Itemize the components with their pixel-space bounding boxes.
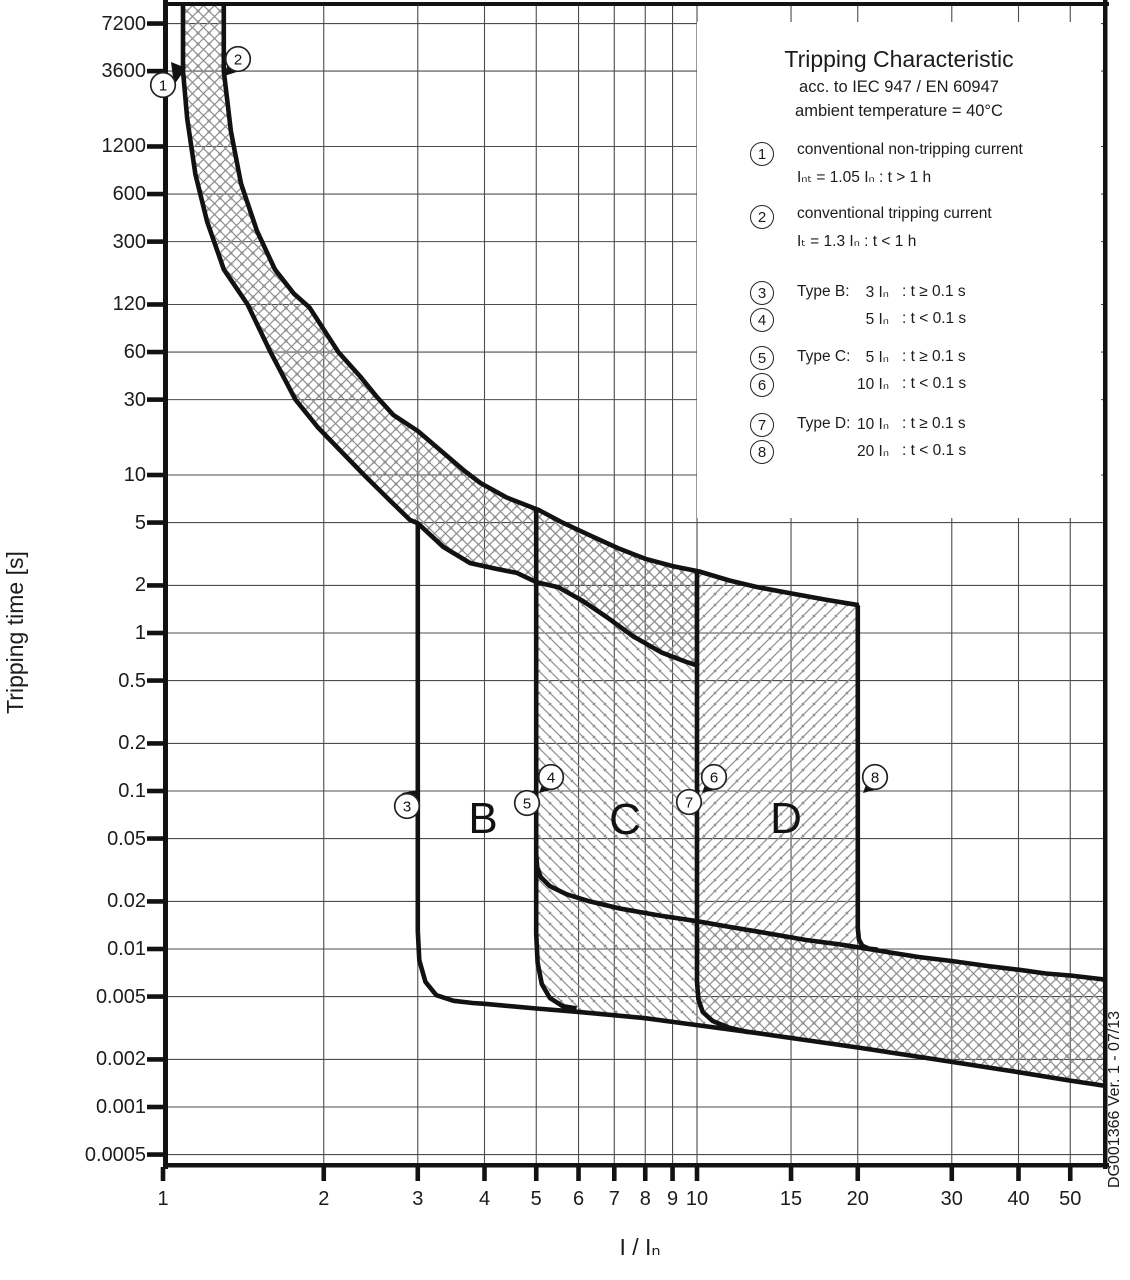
x-tick-mark — [612, 1167, 617, 1181]
x-tick-mark — [534, 1167, 539, 1181]
y-tick-mark — [147, 789, 163, 794]
x-tick-label: 8 — [639, 1188, 651, 1210]
y-tick-mark — [147, 1057, 163, 1062]
legend-type-value: 20 Iₙ — [856, 443, 889, 460]
marker-number-4: 4 — [546, 769, 556, 787]
y-tick-mark — [147, 192, 163, 197]
x-tick-label: 3 — [412, 1188, 424, 1210]
region-label-D: D — [770, 794, 802, 843]
x-tick-mark — [949, 1167, 954, 1181]
marker-number-1: 1 — [158, 77, 168, 95]
y-tick-mark — [147, 994, 163, 999]
y-tick-mark — [147, 947, 163, 952]
x-tick-label: 40 — [1007, 1188, 1030, 1210]
y-tick-mark — [147, 350, 163, 355]
legend-type-value: 5 Iₙ — [865, 349, 889, 366]
y-tick-label: 0.02 — [107, 890, 146, 913]
y-tick-label: 300 — [112, 230, 146, 253]
legend-item-2-desc: conventional tripping current — [797, 205, 992, 222]
region-label-C: C — [609, 795, 641, 844]
marker-number-5: 5 — [522, 795, 532, 813]
x-tick-mark — [670, 1167, 675, 1181]
y-tick-mark — [147, 631, 163, 636]
x-tick-label: 6 — [572, 1188, 585, 1210]
y-tick-label: 7200 — [101, 12, 146, 35]
region-label-B: B — [468, 794, 498, 843]
y-tick-mark — [147, 1152, 163, 1157]
legend-type-value: 10 Iₙ — [856, 376, 889, 393]
y-tick-label: 0.005 — [95, 985, 146, 1008]
legend-type-condition: : t ≥ 0.1 s — [902, 348, 966, 365]
x-axis-title: I / Iₙ — [619, 1234, 661, 1260]
y-tick-label: 120 — [112, 293, 146, 316]
legend-type-condition: : t < 0.1 s — [902, 310, 967, 327]
document-version-note: DG001366 Ver. 1 - 07/13 — [1106, 1010, 1123, 1188]
y-tick-label: 30 — [123, 388, 146, 411]
y-tick-label: 1200 — [101, 135, 146, 158]
legend-type-condition: : t ≥ 0.1 s — [902, 283, 966, 300]
x-tick-label: 7 — [608, 1188, 620, 1210]
x-tick-label: 50 — [1059, 1188, 1082, 1210]
y-tick-mark — [147, 21, 163, 26]
legend-title: Tripping Characteristic — [784, 46, 1014, 72]
legend-type-value: 3 Iₙ — [865, 284, 889, 301]
x-tick-label: 20 — [846, 1188, 869, 1210]
y-tick-mark — [147, 473, 163, 478]
legend-box — [697, 22, 1101, 518]
y-tick-label: 2 — [134, 574, 146, 597]
marker-number-3: 3 — [402, 798, 412, 816]
legend-subtitle-temperature: ambient temperature = 40°C — [795, 102, 1003, 120]
y-tick-mark — [147, 520, 163, 525]
x-tick-label: 10 — [685, 1188, 709, 1210]
x-tick-mark — [482, 1167, 487, 1181]
legend-type-value: 5 Iₙ — [865, 311, 889, 328]
y-tick-label: 60 — [123, 341, 146, 364]
legend-marker-circle-2: 2 — [750, 205, 774, 229]
y-tick-mark — [147, 302, 163, 307]
x-tick-label: 4 — [478, 1188, 491, 1210]
legend-marker-circle-3: 3 — [750, 281, 774, 305]
legend-marker-circle-6: 6 — [750, 373, 774, 397]
y-axis-title: Tripping time [s] — [2, 551, 28, 714]
x-tick-mark — [643, 1167, 648, 1181]
x-tick-label: 30 — [940, 1188, 963, 1210]
x-tick-label: 5 — [530, 1188, 542, 1210]
x-tick-mark — [576, 1167, 581, 1181]
legend-item-1-formula: Iₙₜ = 1.05 Iₙ : t > 1 h — [797, 169, 932, 186]
y-tick-mark — [147, 678, 163, 683]
marker-number-2: 2 — [233, 51, 243, 69]
y-tick-label: 0.001 — [95, 1096, 146, 1118]
y-tick-mark — [147, 836, 163, 841]
marker-number-6: 6 — [709, 769, 719, 787]
y-tick-label: 0.2 — [118, 732, 146, 755]
x-tick-label: 9 — [667, 1188, 679, 1210]
marker-number-7: 7 — [684, 794, 694, 812]
y-tick-label: 600 — [112, 183, 146, 206]
legend-type-label: Type B: — [797, 283, 850, 300]
legend-marker-circle-4: 4 — [750, 308, 774, 332]
x-tick-label: 15 — [779, 1188, 803, 1210]
legend-type-value: 10 Iₙ — [856, 416, 889, 433]
y-tick-mark — [147, 397, 163, 402]
y-tick-mark — [147, 899, 163, 904]
y-tick-label: 0.002 — [95, 1048, 146, 1071]
y-tick-label: 0.0005 — [84, 1143, 146, 1166]
x-tick-mark — [1068, 1167, 1073, 1181]
x-tick-label: 2 — [318, 1188, 330, 1210]
x-tick-mark — [161, 1167, 166, 1181]
y-tick-label: 10 — [123, 464, 146, 486]
y-tick-label: 5 — [134, 511, 146, 534]
x-tick-mark — [789, 1167, 794, 1181]
x-tick-mark — [1016, 1167, 1021, 1181]
legend-marker-circle-7: 7 — [750, 413, 774, 437]
legend-marker-circle-1: 1 — [750, 142, 774, 166]
y-tick-label: 0.1 — [118, 780, 146, 802]
x-tick-mark — [855, 1167, 860, 1181]
legend-type-condition: : t < 0.1 s — [902, 375, 967, 392]
legend-type-label: Type D: — [797, 415, 851, 432]
legend-item-1-desc: conventional non-tripping current — [797, 141, 1023, 158]
legend-item-2-formula: Iₜ = 1.3 Iₙ : t < 1 h — [797, 233, 917, 250]
legend-marker-circle-8: 8 — [750, 440, 774, 464]
x-tick-label: 1 — [157, 1188, 169, 1210]
y-tick-mark — [147, 1105, 163, 1110]
legend-type-condition: : t ≥ 0.1 s — [902, 415, 966, 432]
y-tick-label: 0.01 — [107, 938, 146, 960]
x-tick-mark — [321, 1167, 326, 1181]
legend-type-label: Type C: — [797, 348, 851, 365]
marker-number-8: 8 — [870, 769, 880, 787]
y-tick-mark — [147, 239, 163, 244]
y-tick-mark — [147, 144, 163, 149]
y-tick-label: 1 — [134, 622, 146, 644]
y-tick-mark — [147, 583, 163, 588]
region-type-d-region — [697, 572, 1106, 1086]
y-tick-label: 0.05 — [107, 827, 146, 850]
legend-subtitle-standard: acc. to IEC 947 / EN 60947 — [799, 78, 999, 96]
x-tick-mark — [695, 1167, 700, 1181]
y-tick-label: 0.5 — [118, 669, 146, 692]
legend-type-condition: : t < 0.1 s — [902, 442, 967, 459]
x-tick-mark — [415, 1167, 420, 1181]
y-tick-mark — [147, 741, 163, 746]
legend-marker-circle-5: 5 — [750, 346, 774, 370]
y-tick-label: 3600 — [101, 60, 146, 83]
